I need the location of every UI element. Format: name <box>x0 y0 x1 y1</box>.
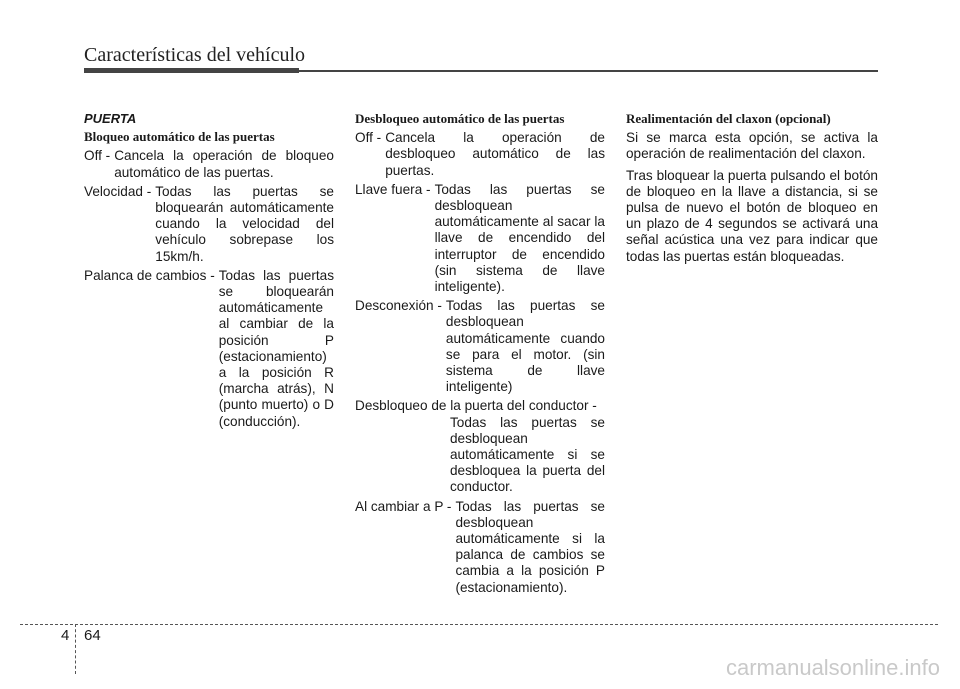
footer-rule <box>20 624 938 625</box>
option-description: Cancela la operación de bloqueo automático de las puertas. <box>114 148 334 180</box>
option-shift-to-p <box>355 499 605 596</box>
page-header-title: Características del vehículo <box>84 44 306 66</box>
option-label: Al cambiar a P - <box>355 498 452 514</box>
column-right <box>626 111 878 270</box>
option-description: Todas las puertas se desbloquean automáticamente si la palanca de cambios se cambia a la posición P (estacionamiento). <box>455 498 605 595</box>
option-label: Desbloqueo de la puerta del conductor - <box>355 398 597 414</box>
header-accent-rule <box>84 68 299 73</box>
option-label: Off - <box>355 130 382 146</box>
option-description: Todas las puertas se bloquearán automáticamente al cambiar de la posición P (estacionamiento) a la posición R (marcha atrás), N (punto muerto) o D (conducción). <box>218 267 334 429</box>
watermark: carmanualsonline.info <box>725 655 940 680</box>
option-label: Off - <box>84 148 111 164</box>
option-speed <box>84 184 334 265</box>
paragraph: Tras bloquear la puerta pulsando el botón de bloqueo en la llave a distancia, si se pulsa de nuevo el botón de bloqueo en un plazo de 4 segundos se activará una señal acústica una vez para indicar que todas las puertas están bloqueadas. <box>626 167 878 264</box>
option-off <box>84 148 334 180</box>
option-description: Cancela la operación de desbloqueo automático de las puertas. <box>385 130 605 178</box>
option-description: Todas las puertas se desbloquean automáticamente si se desbloquea la puerta del conductor. <box>450 414 605 495</box>
option-label: Desconexión - <box>355 298 442 314</box>
option-shift-lever <box>84 268 334 430</box>
paragraph: Si se marca esta opción, se activa la operación de realimentación del claxon. <box>626 130 878 162</box>
page-number: 64 <box>84 627 101 644</box>
option-key-out <box>355 182 605 295</box>
option-description: Todas las puertas se desbloquean automáticamente al sacar la llave de encendido del interruptor de encendido (sin sistema de llave inteligente). <box>434 181 605 295</box>
option-description: Todas las puertas se desbloquean automáticamente cuando se para el motor. (sin sistema de llave inteligente) <box>445 298 605 395</box>
column-middle <box>355 111 605 599</box>
option-label: Velocidad - <box>84 183 152 199</box>
option-driver-door-unlock <box>355 398 605 495</box>
subsection-title-auto-lock: Bloqueo automático de las puertas <box>84 129 275 145</box>
subsection-title-auto-unlock: Desbloqueo automático de las puertas <box>355 111 565 126</box>
option-off <box>355 130 605 179</box>
subsection-title-horn-feedback: Realimentación del claxon (opcional) <box>626 111 831 126</box>
option-description: Todas las puertas se bloquearán automáticamente cuando la velocidad del vehículo sobrepase los 15km/h. <box>155 183 334 264</box>
option-label: Palanca de cambios - <box>84 267 215 283</box>
option-disconnect <box>355 298 605 395</box>
section-number: 4 <box>61 627 70 644</box>
section-title: PUERTA <box>84 111 137 126</box>
column-left <box>84 111 334 433</box>
footer-separator <box>75 624 76 674</box>
option-label: Llave fuera - <box>355 181 431 197</box>
